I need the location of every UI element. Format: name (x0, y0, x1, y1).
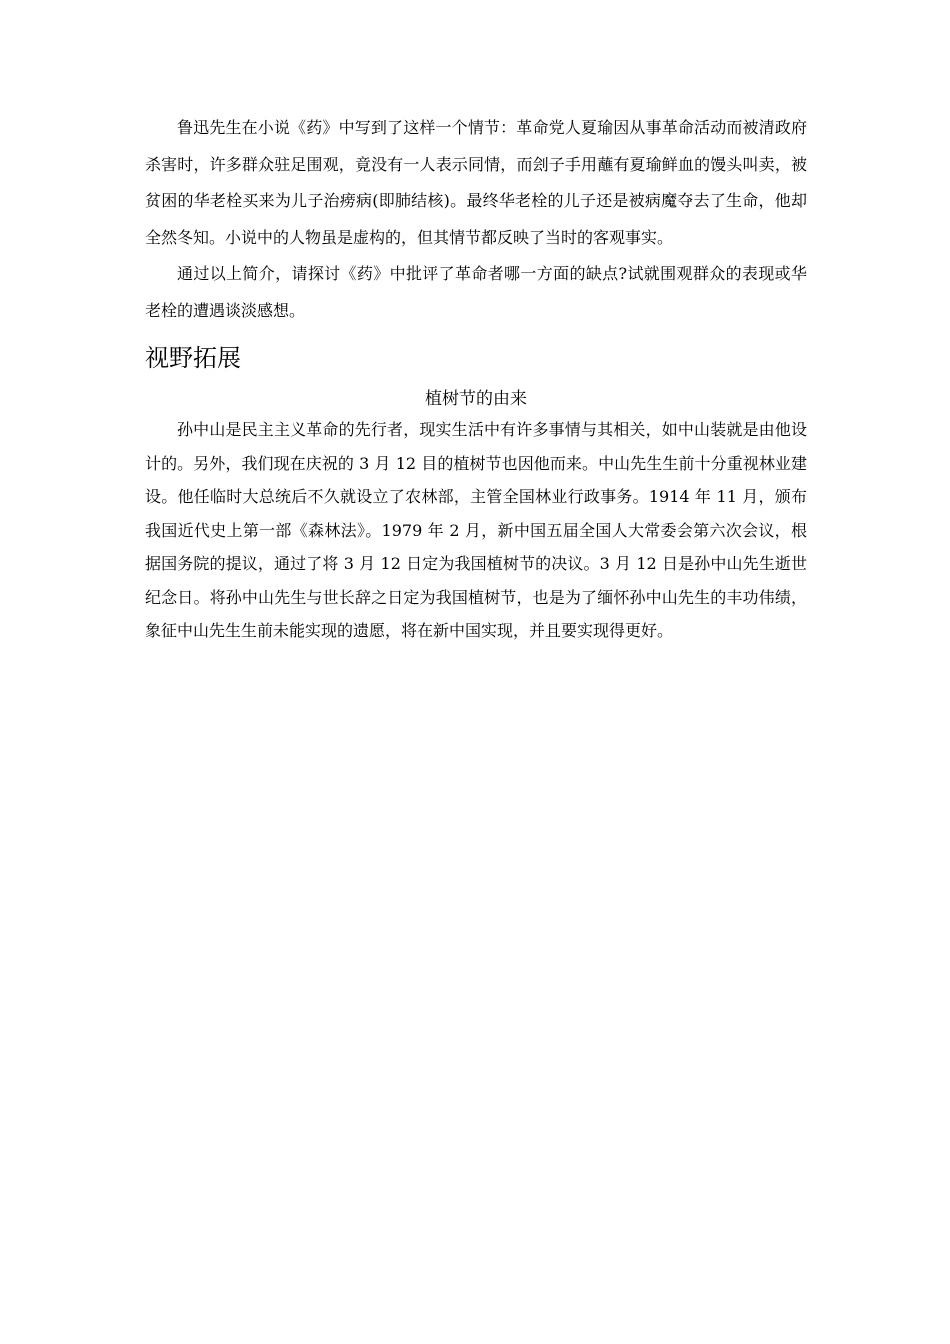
section-heading: 视野拓展 (145, 344, 241, 372)
document-body (145, 110, 807, 648)
article-paragraph: 孙中山是民主主义革命的先行者，现实生活中有许多事情与其相关，如中山装就是由他设计的。另外，我们现在庆祝的 3 月 12 目的植树节也因他而来。中山先生生前十分重视林业建设。他任临时大总统后不久就设立了农林部，主管全国林业行政事务。1914 年 11 月，颁布我国近代史上第一部《森林法》。1979 年 2 月，新中国五届全国人大常委会第六次会议，根据国务院的提议，通过了将 3 月 12 日定为我国植树节的决议。3 月 12 日是孙中山先生逝世纪念日。将孙中山先生与世长辞之日定为我国植树节，也是为了缅怀孙中山先生的丰功伟绩，象征中山先生生前未能实现的遗愿，将在新中国实现，并且要实现得更好。 (145, 420, 807, 640)
intro-paragraph-2: 通过以上简介，请探讨《药》中批评了革命者哪一方面的缺点?试就围观群众的表现或华老栓的遭遇谈淡感想。 (145, 264, 807, 320)
article-title: 植树节的由来 (425, 389, 527, 409)
intro-paragraph-1: 鲁迅先生在小说《药》中写到了这样一个情节：革命党人夏瑜因从事革命活动而被清政府杀害时，许多群众驻足围观，竟没有一人表示同情，而刽子手用蘸有夏瑜鲜血的馒头叫卖，被贫困的华老栓买来为儿子治痨病(即肺结核)。最终华老栓的儿子还是被病魔夺去了生命，他却全然冬知。小说中的人物虽是虚构的，但其情节都反映了当时的客观事实。 (145, 118, 807, 247)
